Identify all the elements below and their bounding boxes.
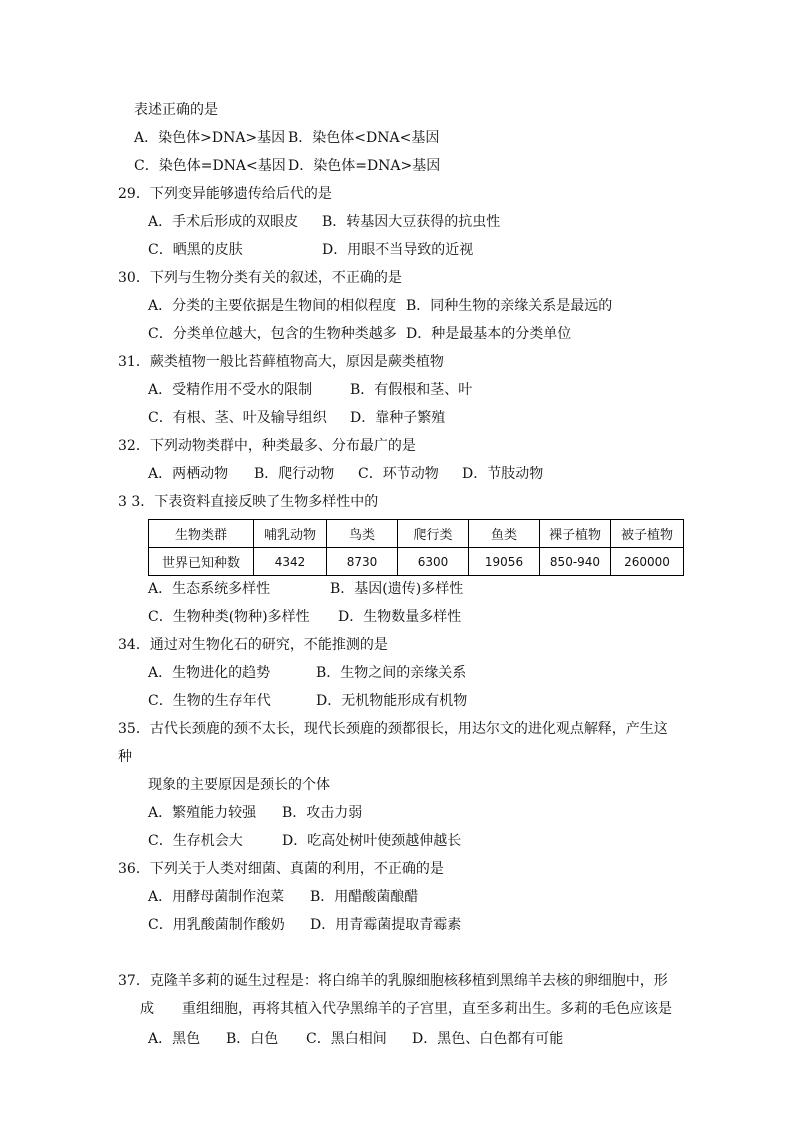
q33-option-c: C．生物种类(物种)多样性 [148, 609, 310, 625]
table-header-cell: 哺乳动物 [254, 520, 327, 548]
q28-option-c: C．染色体=DNA<基因 [134, 158, 286, 174]
q34-option-d: D．无机物能形成有机物 [316, 693, 468, 709]
q35-option-a: A．繁殖能力较强 [148, 805, 257, 821]
q34-stem: 34．通过对生物化石的研究，不能推测的是 [118, 637, 388, 653]
q31-option-b: B．有假根和茎、叶 [350, 382, 473, 398]
q35-stem-line3: 现象的主要原因是颈长的个体 [148, 777, 330, 793]
q29-option-d: D．用眼不当导致的近视 [322, 242, 474, 258]
q29-option-c: C．晒黑的皮肤 [148, 242, 243, 258]
q37-option-c: C．黑白相间 [306, 1031, 387, 1047]
q37-option-b: B．白色 [226, 1031, 279, 1047]
table-header-cell: 裸子植物 [540, 520, 611, 548]
q34-option-b: B．生物之间的亲缘关系 [316, 665, 467, 681]
q29-stem: 29．下列变异能够遗传给后代的是 [118, 186, 332, 202]
q28-option-d: D．染色体=DNA>基因 [288, 158, 441, 174]
q35-option-b: B．攻击力弱 [282, 805, 363, 821]
q35-option-c: C．生存机会大 [148, 833, 243, 849]
q28-option-b: B．染色体<DNA<基因 [288, 130, 440, 146]
table-cell: 260000 [611, 548, 684, 576]
q37-stem-line1: 37．克隆羊多莉的诞生过程是：将白绵羊的乳腺细胞核移植到黑绵羊去核的卵细胞中，形 [118, 973, 668, 989]
q36-option-c: C．用乳酸菌制作酸奶 [148, 917, 285, 933]
table-cell: 6300 [398, 548, 469, 576]
q37-stem-line2: 成 重组细胞，再将其植入代孕黑绵羊的子宫里，直至多莉出生。多莉的毛色应该是 [140, 1001, 672, 1017]
q31-option-d: D．靠种子繁殖 [350, 410, 446, 426]
q33-stem: 3 3．下表资料直接反映了生物多样性中的 [118, 494, 379, 510]
q35-option-d: D．吃高处树叶使颈越伸越长 [282, 833, 462, 849]
q33-option-b: B．基因(遗传)多样性 [330, 581, 464, 597]
table-cell: 850-940 [540, 548, 611, 576]
q30-option-b: B．同种生物的亲缘关系是最远的 [406, 298, 613, 314]
q30-stem: 30．下列与生物分类有关的叙述，不正确的是 [118, 270, 402, 286]
table-header-cell: 生物类群 [149, 520, 254, 548]
table-header-cell: 鸟类 [327, 520, 398, 548]
table-header-cell: 被子植物 [611, 520, 684, 548]
table-cell: 世界已知种数 [149, 548, 254, 576]
q35-stem-line1: 35．古代长颈鹿的颈不太长，现代长颈鹿的颈都很长，用达尔文的进化观点解释，产生这 [118, 721, 668, 737]
table-header-cell: 鱼类 [469, 520, 540, 548]
species-table [148, 519, 684, 576]
q28-stem: 表述正确的是 [134, 102, 218, 118]
q31-option-c: C．有根、茎、叶及输导组织 [148, 410, 327, 426]
table-cell: 8730 [327, 548, 398, 576]
q29-option-b: B．转基因大豆获得的抗虫性 [322, 214, 501, 230]
q34-option-a: A．生物进化的趋势 [148, 665, 271, 681]
q31-option-a: A．受精作用不受水的限制 [148, 382, 313, 398]
q32-option-b: B．爬行动物 [254, 466, 335, 482]
q33-option-d: D．生物数量多样性 [338, 609, 462, 625]
q37-option-d: D．黑色、白色都有可能 [412, 1031, 564, 1047]
q33-option-a: A．生态系统多样性 [148, 581, 271, 597]
q34-option-c: C．生物的生存年代 [148, 693, 271, 709]
table-header-cell: 爬行类 [398, 520, 469, 548]
table-row [149, 548, 684, 576]
q32-option-c: C．环节动物 [358, 466, 439, 482]
table-cell: 19056 [469, 548, 540, 576]
q28-option-a: A．染色体>DNA>基因 [134, 130, 286, 146]
q36-option-a: A．用酵母菌制作泡菜 [148, 889, 285, 905]
q35-stem-line2: 种 [118, 749, 132, 765]
table-header-row [149, 520, 684, 548]
q30-option-a: A．分类的主要依据是生物间的相似程度 [148, 298, 397, 314]
q32-option-d: D．节肢动物 [462, 466, 544, 482]
q29-option-a: A．手术后形成的双眼皮 [148, 214, 299, 230]
q36-option-d: D．用青霉菌提取青霉素 [310, 917, 462, 933]
q37-option-a: A．黑色 [148, 1031, 201, 1047]
q31-stem: 31．蕨类植物一般比苔藓植物高大，原因是蕨类植物 [118, 354, 444, 370]
q32-stem: 32．下列动物类群中，种类最多、分布最广的是 [118, 438, 416, 454]
q36-stem: 36．下列关于人类对细菌、真菌的利用，不正确的是 [118, 861, 444, 877]
table-cell: 4342 [254, 548, 327, 576]
q30-option-d: D．种是最基本的分类单位 [406, 326, 572, 342]
q30-option-c: C．分类单位越大，包含的生物种类越多 [148, 326, 397, 342]
q36-option-b: B．用醋酸菌酿醋 [310, 889, 419, 905]
q32-option-a: A．两栖动物 [148, 466, 229, 482]
